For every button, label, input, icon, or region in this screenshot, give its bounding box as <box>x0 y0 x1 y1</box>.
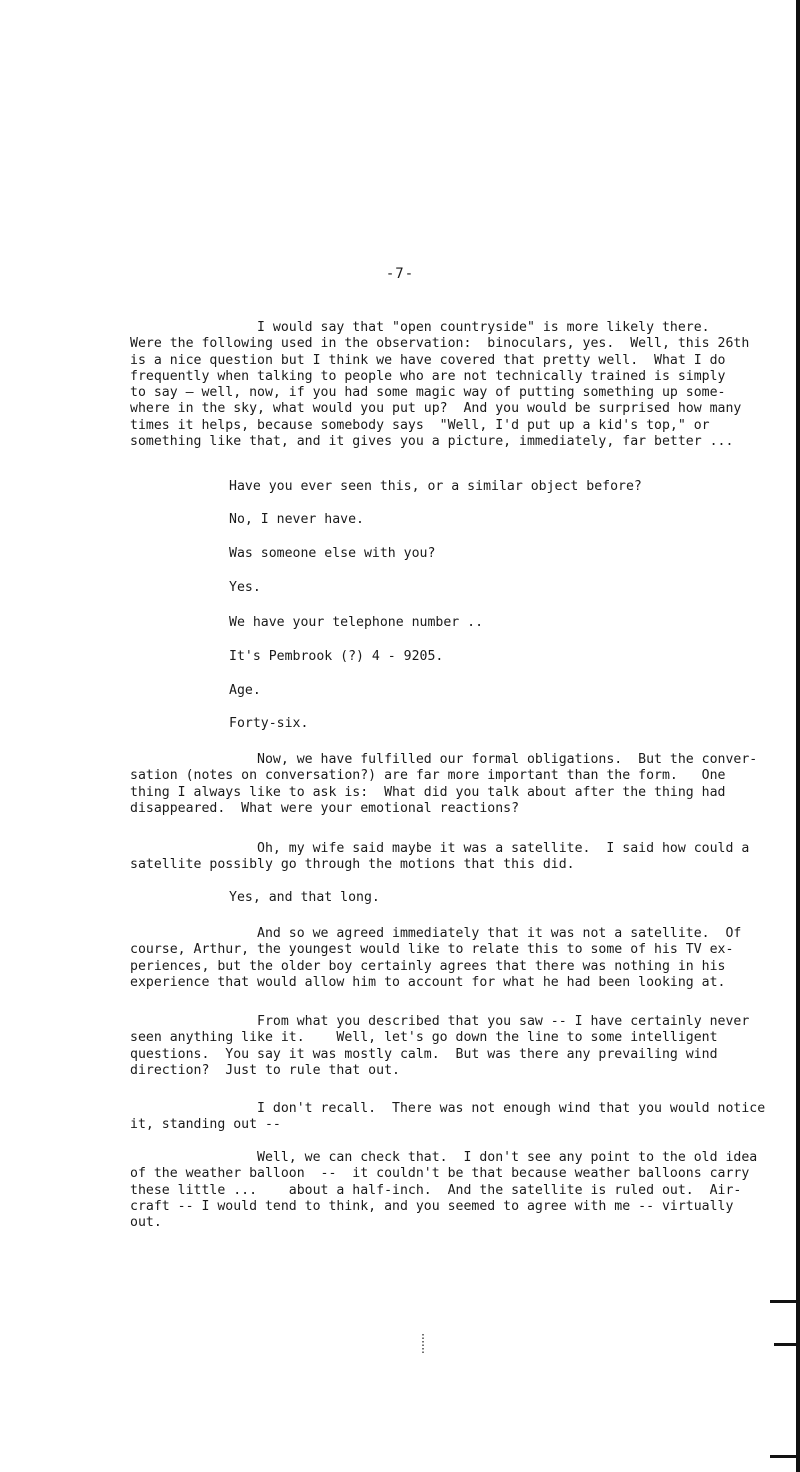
answer: Yes. <box>229 580 261 595</box>
page-edge-shadow <box>796 0 800 1472</box>
page-number: -7- <box>385 266 415 282</box>
footer-marks: : : : <box>420 1331 427 1356</box>
paragraph: From what you described that you saw -- I have certainly never seen anything like it. Well, let's go down the line to some intelligent questions. You say it was mostly calm. But was there any prevailing wind direction? Just to rule that out. <box>130 1014 750 1078</box>
answer: No, I never have. <box>229 512 364 527</box>
binder-mark <box>774 1343 796 1346</box>
paragraph: Oh, my wife said maybe it was a satellite. I said how could a satellite possibly go through the motions that this did. <box>130 841 750 873</box>
paragraph: I would say that "open countryside" is more likely there. Were the following used in the observation: binoculars, yes. Well, this 26th is a nice question but I think we have covered that pretty well. What I do frequently when talking to people who are not technically trained is simply to say — well, now, if you had some magic way of putting something up some- where in the sky, what would you put up? And you would be surprised how many times it helps, because somebody says "Well, I'd put up a kid's top," or something like that, and it gives you a picture, immediately, far better ... <box>130 320 750 450</box>
answer: Forty-six. <box>229 716 309 731</box>
paragraph: Now, we have fulfilled our formal obligations. But the conver- sation (notes on conversation?) are far more important than the form. One thing I always like to ask is: What did you talk about after the thing had disappeared. What were your emotional reactions? <box>130 752 758 816</box>
question: Was someone else with you? <box>229 546 436 561</box>
question: We have your telephone number .. <box>229 615 484 630</box>
binder-mark <box>770 1300 796 1303</box>
question: Age. <box>229 683 261 698</box>
paragraph: And so we agreed immediately that it was not a satellite. Of course, Arthur, the youngest would like to relate this to some of his TV ex- periences, but the older boy certainly agrees that there was nothing in his experience that would allow him to account for what he had been looking at. <box>130 926 742 990</box>
paragraph: I don't recall. There was not enough wind that you would notice it, standing out -- <box>130 1101 766 1133</box>
paragraph: Well, we can check that. I don't see any point to the old idea of the weather balloon -- it couldn't be that because weather balloons carry these little ... about a half-inch. And the satellite is ruled out. Air- craft -- I would tend to think, and you seemed to agree with me -- virtually out. <box>130 1150 758 1231</box>
question: Have you ever seen this, or a similar object before? <box>229 479 642 494</box>
binder-mark <box>770 1455 796 1458</box>
answer: It's Pembrook (?) 4 - 9205. <box>229 649 444 664</box>
answer: Yes, and that long. <box>229 890 380 905</box>
